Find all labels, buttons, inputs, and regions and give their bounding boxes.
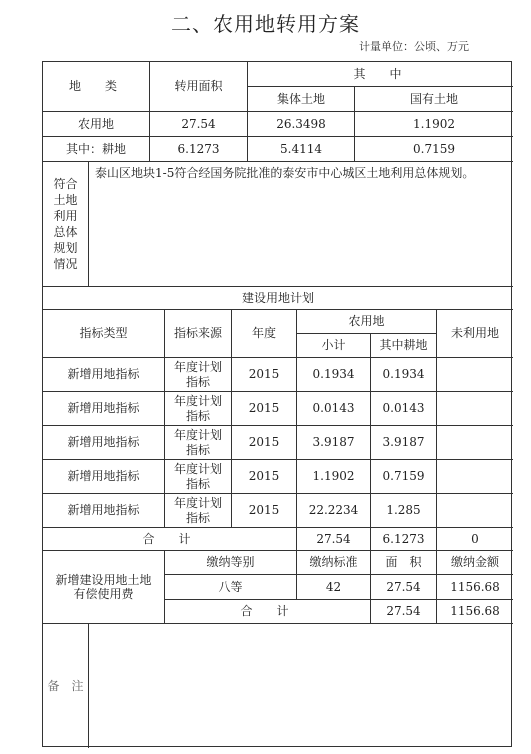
plan-row-cultivated: 0.0143 (371, 392, 437, 426)
header-land-type: 地 类 (43, 62, 150, 112)
header-indicator-type: 指标类型 (43, 310, 165, 358)
plan-conformity-text: 泰山区地块1-5符合经国务院批准的泰安市中心城区土地利用总体规划。 (89, 162, 513, 287)
fees-total-area: 27.54 (371, 600, 437, 624)
row-state: 1.1902 (355, 112, 513, 137)
plan-row-type: 新增用地指标 (43, 426, 165, 460)
plan-row-subtotal: 22.2234 (297, 494, 371, 528)
plan-row-type: 新增用地指标 (43, 392, 165, 426)
plan-row-subtotal: 0.0143 (297, 392, 371, 426)
plan-row-year: 2015 (232, 460, 297, 494)
plan-total-cultivated: 6.1273 (371, 528, 437, 551)
page-title: 二、农用地转用方案 (171, 12, 360, 36)
header-of-which: 其 中 (248, 62, 513, 87)
plan-row-subtotal: 0.1934 (297, 358, 371, 392)
plan-row-source: 年度计划指标 (165, 426, 232, 460)
section-title: 建设用地计划 (43, 287, 513, 310)
plan-total-label: 合 计 (43, 528, 297, 551)
header-area: 转用面积 (150, 62, 248, 112)
plan-row-subtotal: 3.9187 (297, 426, 371, 460)
fees-header-amount: 缴纳金额 (437, 551, 513, 575)
header-unused: 未利用地 (437, 310, 513, 358)
fees-area: 27.54 (371, 575, 437, 600)
plan-row-source: 年度计划指标 (165, 494, 232, 528)
row-state: 0.7159 (355, 137, 513, 162)
fees-label: 新增建设用地土地有偿使用费 (43, 551, 165, 624)
plan-conformity-label (43, 162, 89, 287)
plan-row-unused (437, 392, 513, 426)
plan-total-unused: 0 (437, 528, 513, 551)
plan-row-unused (437, 358, 513, 392)
fees-standard: 42 (297, 575, 371, 600)
plan-conformity-label-text: 符合土地利用总体规划情况 (53, 177, 78, 271)
row-area: 6.1273 (150, 137, 248, 162)
plan-total-subtotal: 27.54 (297, 528, 371, 551)
unit-text: 计量单位：公顷、万元 (359, 40, 469, 53)
fees-header-standard: 缴纳标准 (297, 551, 371, 575)
header-cultivated: 其中耕地 (371, 334, 437, 358)
plan-row-year: 2015 (232, 392, 297, 426)
header-collective: 集体土地 (248, 87, 355, 112)
row-type: 农用地 (43, 112, 150, 137)
plan-row-unused (437, 426, 513, 460)
header-farmland: 农用地 (297, 310, 437, 334)
plan-row-year: 2015 (232, 426, 297, 460)
plan-row-cultivated: 0.7159 (371, 460, 437, 494)
plan-row-subtotal: 1.1902 (297, 460, 371, 494)
plan-row-source: 年度计划指标 (165, 358, 232, 392)
fees-total-amount: 1156.68 (437, 600, 513, 624)
plan-row-cultivated: 3.9187 (371, 426, 437, 460)
plan-row-unused (437, 460, 513, 494)
remarks-label: 备 注 (43, 624, 89, 748)
conversion-table (42, 61, 512, 747)
header-subtotal: 小计 (297, 334, 371, 358)
fees-header-area: 面 积 (371, 551, 437, 575)
plan-row-year: 2015 (232, 494, 297, 528)
header-year: 年度 (232, 310, 297, 358)
plan-row-type: 新增用地指标 (43, 358, 165, 392)
row-collective: 5.4114 (248, 137, 355, 162)
plan-row-type: 新增用地指标 (43, 460, 165, 494)
row-collective: 26.3498 (248, 112, 355, 137)
plan-row-source: 年度计划指标 (165, 460, 232, 494)
plan-row-source: 年度计划指标 (165, 392, 232, 426)
fees-grade: 八等 (165, 575, 297, 600)
row-area: 27.54 (150, 112, 248, 137)
header-indicator-source: 指标来源 (165, 310, 232, 358)
plan-row-unused (437, 494, 513, 528)
plan-row-type: 新增用地指标 (43, 494, 165, 528)
fees-amount: 1156.68 (437, 575, 513, 600)
remarks-text (89, 624, 513, 748)
plan-row-year: 2015 (232, 358, 297, 392)
fees-header-grade: 缴纳等别 (165, 551, 297, 575)
row-type: 其中：耕地 (43, 137, 150, 162)
header-state: 国有土地 (355, 87, 513, 112)
fees-total-label: 合 计 (165, 600, 371, 624)
plan-row-cultivated: 0.1934 (371, 358, 437, 392)
plan-row-cultivated: 1.285 (371, 494, 437, 528)
